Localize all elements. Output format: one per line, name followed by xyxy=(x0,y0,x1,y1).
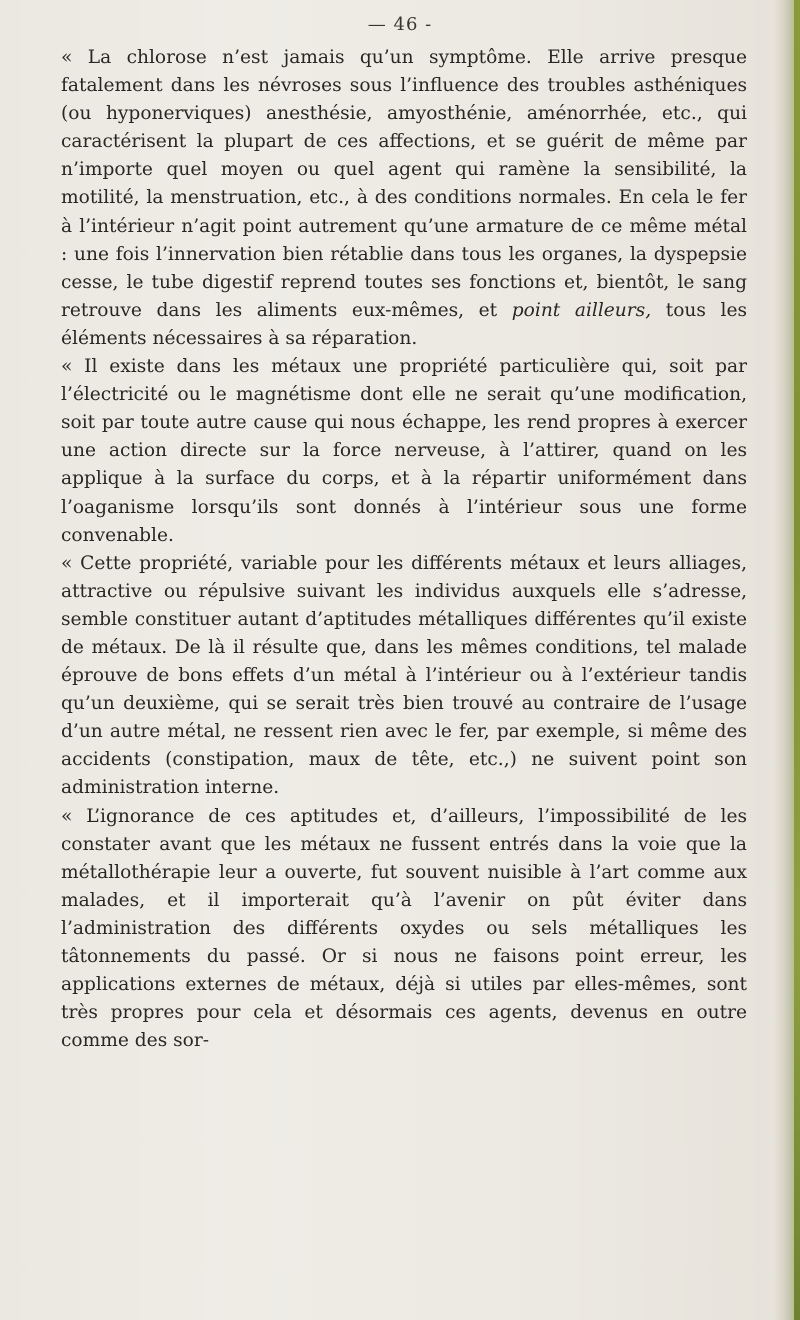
paragraph-1-end: tous les éléments nécessaires à sa réparation. xyxy=(61,299,748,349)
page-number-header: — 46 - xyxy=(367,14,433,35)
paragraph-2-text: « Il existe dans les métaux une propriété particulière qui, soit par l’électricité ou le magnétisme dont elle ne serait qu’une modification, soit par toute autre cause qui nous échappe, les rend propres à exercer une action directe sur la force nerveuse, à l’attirer, quand on les applique à la surface du corps, et à la répartir uniformément dans l’oaganisme lorsqu’ils sont donnés à l’intérieur sous une forme convenable. xyxy=(61,356,747,546)
body-text xyxy=(61,44,747,1055)
paragraph-3-text: « Cette propriété, variable pour les différents métaux et leurs alliages, attractive ou répulsive suivant les individus auxquels elle s’adresse, semble constituer autant d’aptitudes métalliques différentes qu’il existe de métaux. De là il résulte que, dans les mêmes conditions, tel malade éprouve de bons effets d’un métal à l’intérieur ou à l’extérieur tandis qu’un deuxième, qui se serait très bien trouvé au contraire de l’usage d’un autre métal, ne ressent rien avec le fer, par exemple, si même des accidents (constipation, maux de tête, etc.,) ne suivent point son administration interne. xyxy=(61,552,747,799)
paragraph-4-text: « L’ignorance de ces aptitudes et, d’ailleurs, l’impossibilité de les constater avant que les métaux ne fussent entrés dans la voie que la métallothérapie leur a ouverte, fut souvent nuisible à l’art comme aux malades, et il importerait qu’à l’avenir on pût éviter dans l’administration des différents oxydes ou sels métalliques les tâtonnements du passé. Or si nous ne faisons point erreur, les applications externes de métaux, déjà si utiles par elles-mêmes, sont très propres pour cela et désormais ces agents, devenus en outre comme des sor- xyxy=(61,805,747,1052)
paragraph-1-emphasis: point ailleurs, xyxy=(511,299,652,321)
paragraph-2 xyxy=(61,353,747,550)
paragraph-1-text: « La chlorose n’est jamais qu’un symptôme. Elle arrive presque fatalement dans les névroses sous l’influence des troubles asthéniques (ou hyponerviques) anesthésie, amyosthénie, aménorrhée, etc., qui caractérisent la plupart de ces affections, et se guérit de même par n’importe quel moyen ou quel agent qui ramène la sensibilité, la motilité, la menstruation, etc., à des conditions normales. En cela le fer à l’intérieur n’agit point autrement qu’une armature de ce même métal : une fois l’innervation bien rétablie dans tous les organes, la dyspepsie cesse, le tube digestif reprend toutes ses fonctions et, bientôt, le sang retrouve dans les aliments eux-mêmes, et xyxy=(61,47,747,321)
paragraph-3 xyxy=(61,550,747,803)
paragraph-1 xyxy=(61,44,747,353)
page-binding-edge xyxy=(794,0,800,1320)
paragraph-4 xyxy=(61,803,747,1056)
